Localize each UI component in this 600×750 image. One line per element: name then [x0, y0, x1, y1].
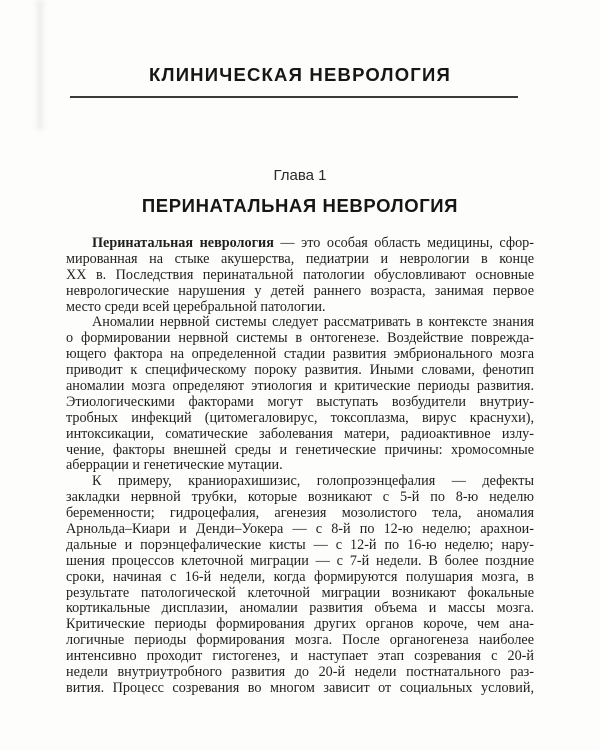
- text-line: чение, факторы внешней среды и генетические причины: хромосомные: [66, 442, 534, 458]
- text-line: аберрации и генетические мутации.: [66, 458, 283, 474]
- running-title: КЛИНИЧЕСКАЯ НЕВРОЛОГИЯ: [149, 64, 451, 85]
- text-line: беременности; гидроцефалия, агенезия мозолистого тела, аномалия: [66, 506, 534, 522]
- text-line: вития. Процесс созревания во многом зависит от социальных условий,: [66, 680, 534, 696]
- text-line: тробных инфекций (цитомегаловирус, токсоплазма, вирус краснухи),: [66, 410, 534, 426]
- text-line: приводит к специфическому пороку развития. Иными словами, фенотип: [66, 363, 534, 379]
- text-line: логичные периоды формирования мозга. После органогенеза наиболее: [66, 633, 534, 649]
- text-line: аномалии мозга определяют этиология и критические периоды развития.: [66, 379, 534, 395]
- text-line: кортикальные дисплазии, аномалии развития объема и массы мозга.: [66, 601, 534, 617]
- text-line: сроки, начиная с 16-й недели, когда формируются полушария мозга, в: [66, 569, 534, 585]
- text-line: дальные и порэнцефалические кисты — с 12-й по 16-ю неделю; нару-: [66, 537, 534, 553]
- text-line: Аномалии нервной системы следует рассматривать в контексте знания: [92, 315, 534, 331]
- paragraph: [66, 315, 534, 474]
- text-line: ющего фактора на определенной стадии развития эмбрионального мозга: [66, 347, 534, 363]
- text-line: Арнольда–Киари и Денди–Уокера — с 8-й по 12-ю неделю; арахнои-: [66, 522, 534, 538]
- text-line: результате патологической клеточной миграции возникают фокальные: [66, 585, 534, 601]
- text-line: мированная на стыке акушерства, педиатрии и неврологии в конце: [66, 251, 534, 267]
- text-line: Критические периоды формирования других органов короче, чем ана-: [66, 617, 534, 633]
- text-line: место среди всей церебральной патологии.: [66, 299, 326, 315]
- body-text: [66, 236, 534, 697]
- text-line: Перинатальная неврология — это особая область медицины, сфор-: [92, 236, 534, 251]
- chapter-label: Глава 1: [273, 167, 327, 184]
- text-line: интоксикации, соматические заболевания матери, радиоактивное излу-: [66, 426, 534, 442]
- paragraph: [66, 474, 534, 696]
- text-line: интенсивно проходит гистогенез, и наступает этап созревания с 20-й: [66, 649, 534, 665]
- chapter-title: ПЕРИНАТАЛЬНАЯ НЕВРОЛОГИЯ: [141, 195, 459, 216]
- text-line: шения процессов клеточной миграции — с 7-й недели. В более поздние: [66, 553, 534, 569]
- paragraph: [66, 236, 534, 315]
- text-line: о формировании нервной системы в онтогенезе. Воздействие поврежда-: [66, 331, 534, 347]
- header-rule: [70, 96, 518, 98]
- text-line: Этиологическими факторами могут выступать возбудители внутриу-: [66, 394, 534, 410]
- text-line: недели внутриутробного развития до 20-й недели постнатального раз-: [66, 665, 534, 681]
- text-line: неврологические нарушения у детей раннего возраста, занимая первое: [66, 283, 534, 299]
- text-line: XX в. Последствия перинатальной патологии обусловливают основные: [66, 267, 534, 283]
- text-line: закладки нервной трубки, которые возникают с 5-й по 8-ю неделю: [66, 490, 534, 506]
- text-line: К примеру, краниорахишизис, голопрозэнцефалия — дефекты: [92, 474, 534, 490]
